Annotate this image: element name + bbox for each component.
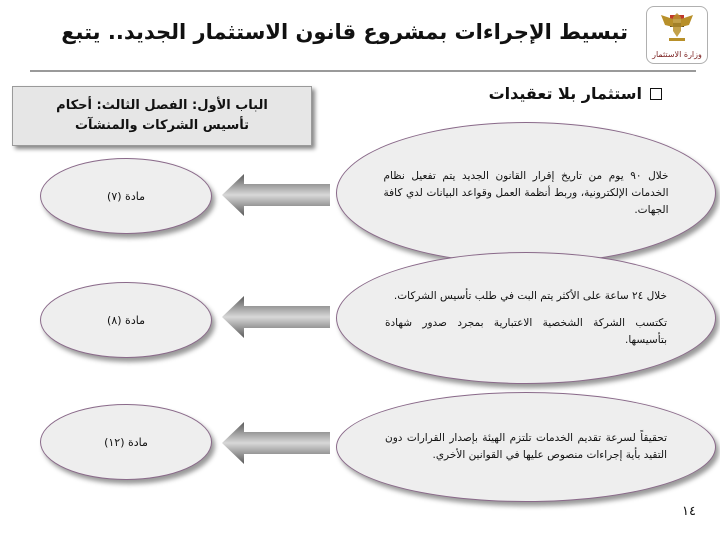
page-title: تبسيط الإجراءات بمشروع قانون الاستثمار الجديد.. يتبع: [61, 20, 628, 44]
section-heading-text: استثمار بلا تعقيدات: [488, 84, 642, 103]
article-number: مادة (٨): [107, 313, 145, 327]
article-description-ellipse: [336, 122, 716, 264]
arrow-left-icon: [222, 296, 330, 338]
eagle-emblem-icon: [647, 7, 707, 51]
title-divider: [30, 70, 696, 72]
article-description-ellipse: [336, 392, 716, 502]
chapter-label-text: الباب الأول: الفصل الثالث: أحكام تأسيس الشركات والمنشآت: [56, 98, 268, 133]
checkbox-bullet-icon: [650, 88, 662, 100]
article-description-text-2: تكتسب الشركة الشخصية الاعتبارية بمجرد صدور شهادة بتأسيسها.: [385, 316, 667, 346]
article-description-ellipse: [336, 252, 716, 384]
article-number-ellipse: [40, 282, 212, 358]
article-number: مادة (١٢): [104, 435, 148, 449]
article-description-text: تحقيقاً لسرعة تقديم الخدمات تلتزم الهيئة بإصدار القرارات دون التقيد بأية إجراءات منصوص عليها في القوانين الأخري.: [385, 432, 667, 461]
arrow-left-icon: [222, 422, 330, 464]
article-description-text: خلال ٢٤ ساعة على الأكثر يتم البت في طلب تأسيس الشركات.: [393, 289, 667, 302]
arrow-left-icon: [222, 174, 330, 216]
logo-caption: وزارة الاستثمار: [652, 50, 702, 59]
article-number: مادة (٧): [107, 189, 145, 203]
article-description-text: خلال ٩٠ يوم من تاريخ إقرار القانون الجديد يتم تفعيل نظام الخدمات الإلكترونية، وربط أنظمة العمل وقواعد البيانات لدي كافة الجهات.: [383, 169, 669, 216]
chapter-label-box: [12, 86, 312, 146]
article-number-ellipse: [40, 404, 212, 480]
section-heading: [489, 84, 662, 103]
ministry-logo: [646, 6, 708, 64]
page-number: ١٤: [682, 504, 696, 519]
article-number-ellipse: [40, 158, 212, 234]
